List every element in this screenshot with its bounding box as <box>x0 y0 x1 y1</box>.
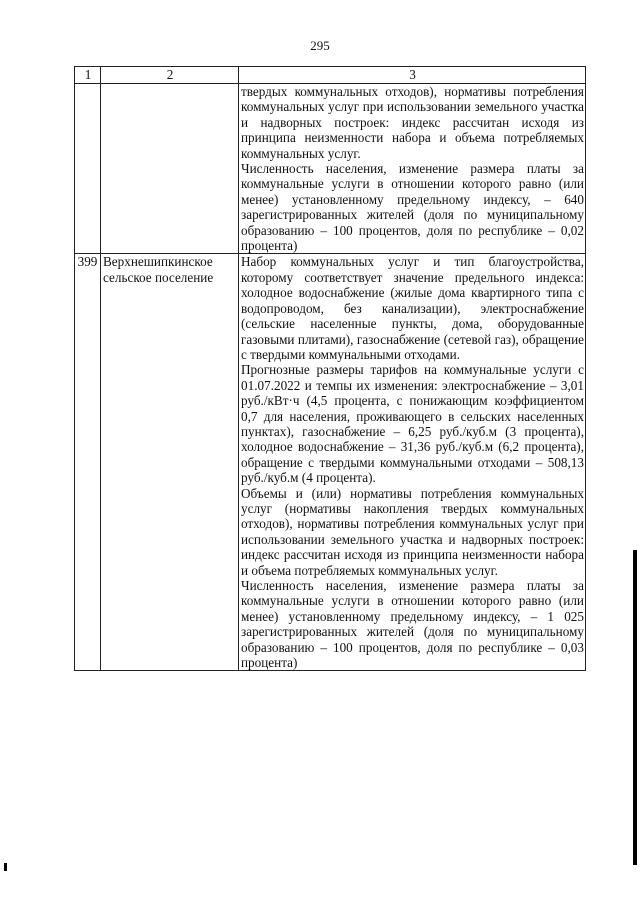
table-row-399 <box>75 254 586 671</box>
continuation-paragraph: твердых коммунальных отходов), нормативы потребления коммунальных услуг при использовании земельного участка и надворных построек: индекс рассчитан исходя из принципа неизменности набора и объема потребляемых коммунальных услуг. <box>241 84 584 161</box>
scan-edge-mark <box>633 550 637 865</box>
row-number-cell: 399 <box>75 254 101 671</box>
continuation-content-cell <box>239 84 586 254</box>
column-header-2: 2 <box>101 67 239 84</box>
row-paragraph-volumes: Объемы и (или) нормативы потребления коммунальных услуг (нормативы накопления твердых коммунальных отходов), нормативы потребления коммунальных услуг при использовании земельного участка и надворных построек: индекс рассчитан исходя из принципа неизменности набора и объема потребляемых коммунальных услуг. <box>241 485 584 578</box>
row-paragraph-tariffs: Прогнозные размеры тарифов на коммунальные услуги с 01.07.2022 и темпы их изменения: электроснабжение – 3,01 руб./кВт·ч (4,5 процента, с понижающим коэффициентом 0,7 для населения, проживающего в сельских населенных пунктах), газоснабжение – 6,25 руб./куб.м (3 процента), холодное водоснабжение – 31,36 руб./куб.м (6,2 процента), обращение с твердыми коммунальными отходами – 508,13 руб./куб.м (4 процента). <box>241 362 584 486</box>
continuation-number-cell <box>75 84 101 254</box>
continuation-paragraph: Численность населения, изменение размера платы за коммунальные услуги в отношении которого равно (или менее) установленному предельному индексу, – 640 зарегистрированных жителей (доля по муниципальному образованию – 100 процентов, доля по республике – 0,02 процента) <box>241 161 584 254</box>
settlement-name-cell: Верхнешипкинское сельское поселение <box>101 254 239 671</box>
scan-margin-mark <box>4 863 7 871</box>
column-header-3: 3 <box>239 67 586 84</box>
row-content-cell <box>239 254 586 671</box>
table-row-continuation <box>75 84 586 254</box>
continuation-name-cell <box>101 84 239 254</box>
table-header-row <box>75 67 586 84</box>
page-number: 295 <box>310 38 330 53</box>
document-table <box>74 66 586 671</box>
row-paragraph-population: Численность населения, изменение размера платы за коммунальные услуги в отношении которого равно (или менее) установленному предельному индексу, – 1 025 зарегистрированных жителей (доля по муниципальному образованию – 100 процентов, доля по республике – 0,03 процента) <box>241 578 584 671</box>
row-paragraph-services: Набор коммунальных услуг и тип благоустройства, которому соответствует значение предельного индекса: холодное водоснабжение (жилые дома квартирного типа с водопроводом, без канализации), электроснабжение (сельские населенные пункты, дома, оборудованные газовыми плитами), газоснабжение (сетевой газ), обращение с твердыми коммунальными отходами. <box>241 254 584 362</box>
column-header-1: 1 <box>75 67 101 84</box>
